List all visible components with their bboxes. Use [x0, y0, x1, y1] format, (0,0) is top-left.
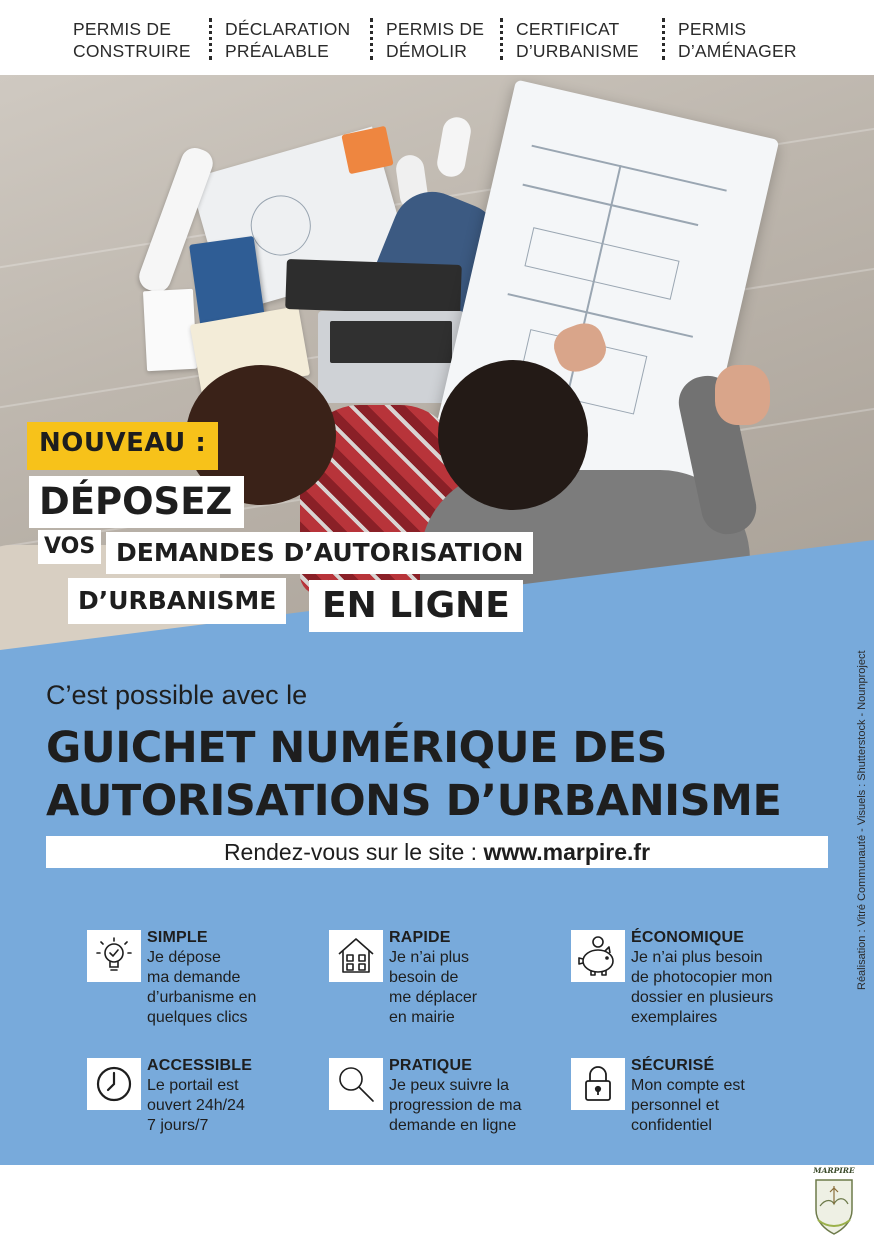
feature-title: SIMPLE [147, 929, 208, 946]
headline-deposez: DÉPOSEZ [29, 476, 244, 528]
lightbulb-icon [87, 930, 141, 982]
house-icon [329, 930, 383, 982]
laptop-keyboard [330, 321, 452, 363]
notepad [143, 289, 197, 372]
nav-permis-amenager: PERMIS D’AMÉNAGER [678, 19, 797, 61]
nav-permis-de-construire: PERMIS DE CONSTRUIRE [73, 19, 191, 61]
padlock-icon [571, 1058, 625, 1110]
headline-urbanisme: D’URBANISME [68, 578, 286, 624]
hand [715, 365, 770, 425]
nav-separator [662, 18, 665, 60]
sock [435, 115, 473, 179]
top-navigation [0, 0, 874, 75]
main-title: GUICHET NUMÉRIQUE DES AUTORISATIONS D’URBANISME [46, 723, 782, 826]
feature-title: RAPIDE [389, 929, 451, 946]
nav-permis-de-demolir: PERMIS DE DÉMOLIR [386, 19, 485, 61]
feature-title: PRATIQUE [389, 1057, 473, 1074]
feature-title: SÉCURISÉ [631, 1057, 715, 1074]
website-bar: Rendez-vous sur le site : www.marpire.fr [46, 836, 828, 868]
logo-text: MARPIRE [813, 1166, 855, 1175]
nav-declaration-prealable: DÉCLARATION PRÉALABLE [225, 19, 351, 61]
feature-title: ACCESSIBLE [147, 1057, 253, 1074]
nav-separator [209, 18, 212, 60]
piggy-bank-icon [571, 930, 625, 982]
orange-notepad [341, 126, 393, 174]
headline-vos: VOS [38, 530, 101, 564]
feature-title: ÉCONOMIQUE [631, 929, 745, 946]
new-badge: NOUVEAU : [27, 422, 218, 470]
magnifier-icon [329, 1058, 383, 1110]
nav-separator [500, 18, 503, 60]
man-hair [438, 360, 588, 510]
coat-of-arms-icon [810, 1176, 858, 1236]
nav-separator [370, 18, 373, 60]
laptop-screen [285, 259, 462, 315]
headline-en-ligne: EN LIGNE [309, 580, 523, 632]
clock-icon [87, 1058, 141, 1110]
headline-demandes: DEMANDES D’AUTORISATION [106, 532, 533, 574]
intro-text: C’est possible avec le [46, 680, 308, 710]
website-link[interactable]: www.marpire.fr [483, 839, 651, 865]
marpire-logo [810, 1166, 858, 1236]
nav-certificat-urbanisme: CERTIFICAT D’URBANISME [516, 19, 639, 61]
credits: Réalisation : Vitré Communauté - Visuels : Shutterstock - Nounproject [856, 650, 868, 990]
